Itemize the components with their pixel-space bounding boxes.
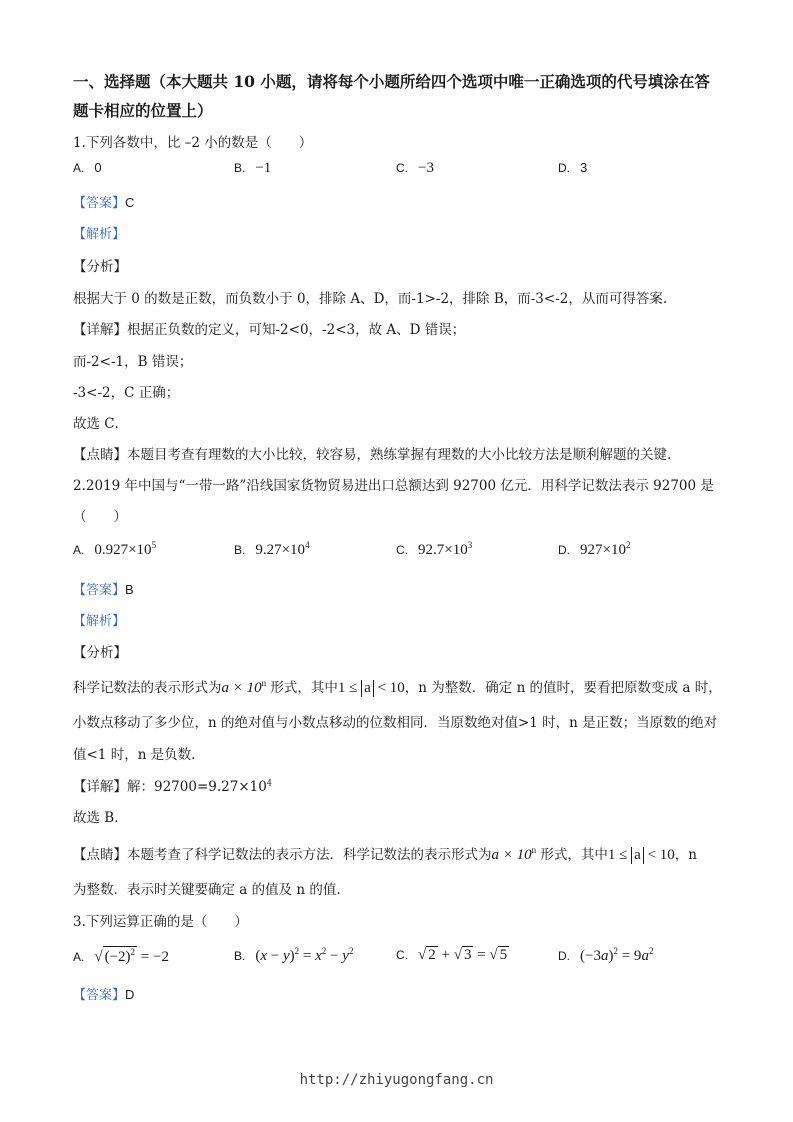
xiangjie-tag: 【详解】: [73, 779, 127, 795]
q2-fenxi-tag: 【分析】: [73, 645, 127, 661]
option-letter: A.: [73, 161, 85, 175]
q1-option-a: [73, 160, 102, 176]
q1-dianjing: [73, 443, 671, 463]
q1-line-b: 而-2<-1，B 错误；: [73, 354, 193, 370]
q1-line-c: -3<-2，C 正确；: [73, 385, 180, 401]
abs-a: a: [361, 680, 374, 697]
option-value: $(x - y)^2 = x^2 - y^2$: [255, 946, 354, 964]
option-base: 92.7×10: [418, 542, 468, 558]
q2-option-b: [234, 540, 310, 559]
q3-option-a: [73, 946, 169, 966]
xiangjie-text: 解：92700=9.27×10: [127, 779, 267, 795]
q1-stem: 1.下列各数中，比 –2 小的数是（ ）: [73, 135, 313, 151]
option-value: [580, 542, 630, 558]
analysis-tag: 【解析】: [73, 614, 126, 629]
q2-stem-line1: 2.2019 年中国与“一带一路”沿线国家货物贸易进出口总额达到 92700 亿元．用科学记数法表示 92700 是: [73, 478, 714, 494]
sci-notation-formula: [492, 847, 537, 863]
q2-option-a: [73, 540, 156, 559]
q3-stem: 3.下列运算正确的是（ ）: [73, 914, 248, 930]
formula-base: a × 10: [221, 680, 262, 696]
abs-a: a: [631, 847, 644, 864]
option-value: √ 2 + √ 3 = √ 5: [418, 947, 508, 963]
q1-fenxi-text: 根据大于 0 的数是正数，而负数小于 0，排除 A、D，而-1>-2，排除 B，而-3<-2，从而可得答案.: [73, 291, 668, 307]
range-upper: < 10: [643, 847, 675, 863]
q2-fenxi-line3: 值<1 时，n 是负数．: [73, 747, 205, 763]
option-base: 0.927×10: [94, 542, 152, 558]
option-letter: B.: [234, 161, 246, 175]
answer-value: C: [125, 195, 135, 210]
option-value: √ $(-2)^2 = -2$: [94, 947, 169, 965]
dianjing-text: 本题目考查有理数的大小比较，较容易，熟练掌握有理数的大小比较方法是顺利解题的关键.: [127, 447, 672, 463]
q3-answer: [73, 984, 134, 1003]
radicand: $(-2)^2$: [104, 947, 136, 965]
option-letter: B.: [234, 949, 246, 963]
option-letter: D.: [558, 161, 570, 175]
q1-fenxi-tag: 【分析】: [73, 259, 127, 275]
range-formula: [608, 847, 675, 863]
q1-answer: [73, 192, 134, 211]
option-value: −3: [418, 160, 434, 176]
range-lower: 1 ≤: [607, 847, 632, 863]
q2-analysis-tag: [73, 610, 125, 629]
option-value: −1: [255, 160, 272, 176]
q3-option-b: [234, 946, 353, 965]
option-value: 3: [580, 160, 588, 175]
option-letter: C.: [396, 948, 408, 962]
option-base: 9.27×10: [255, 542, 306, 558]
range-lower: 1 ≤: [337, 680, 362, 696]
q2-fenxi-line2: 小数点移动了多少位，n 的绝对值与小数点移动的位数相同．当原数绝对值>1 时，n 是正数；当原数的绝对: [73, 715, 718, 731]
q2-dianjing-line2: 为整数．表示时关键要确定 a 的值及 n 的值.: [73, 882, 341, 898]
q3-option-c: [396, 946, 509, 964]
answer-value: B: [125, 582, 134, 597]
xiangjie-tag: 【详解】: [73, 322, 127, 338]
q3-option-d: [558, 946, 653, 965]
xiangjie-text: 根据正负数的定义，可知-2<0，-2<3，故 A、D 错误；: [127, 322, 466, 338]
q2-option-c: [396, 540, 472, 559]
q1-option-d: [558, 160, 587, 176]
range-formula: [338, 680, 405, 696]
option-letter: C.: [396, 161, 408, 175]
dianjing-text: ，n: [674, 847, 697, 863]
q1-option-c: [396, 160, 434, 177]
option-letter: B.: [234, 543, 246, 557]
dianjing-text: 形式，其中: [536, 847, 608, 863]
q2-stem-line2: （ ）: [73, 509, 127, 525]
analysis-tag: 【解析】: [73, 227, 126, 242]
fenxi-text: 科学记数法的表示形式为: [73, 680, 222, 696]
option-letter: D.: [558, 949, 570, 963]
option-exponent: 5: [151, 540, 157, 550]
option-base: 927×10: [580, 542, 626, 558]
formula-base: a × 10: [491, 847, 532, 863]
option-value: [418, 542, 472, 558]
formula-exponent: n: [261, 678, 267, 688]
option-value: 0: [94, 160, 102, 175]
xiangjie-exponent: 4: [266, 778, 272, 788]
dianjing-text: 本题考查了科学记数法的表示方法．科学记数法的表示形式为: [127, 847, 492, 863]
q1-option-b: [234, 160, 271, 177]
option-value: [94, 542, 156, 558]
fenxi-text: 形式，其中: [266, 680, 338, 696]
answer-value: D: [125, 987, 135, 1002]
option-letter: D.: [558, 543, 570, 557]
option-letter: A.: [73, 950, 85, 964]
q2-answer: [73, 579, 134, 598]
option-exponent: 2: [625, 540, 631, 550]
q2-fenxi-line1: [73, 676, 722, 697]
footer-url[interactable]: http://zhiyugongfang.cn: [299, 1072, 494, 1088]
q1-xiangjie: [73, 318, 465, 338]
option-exponent: 3: [467, 540, 473, 550]
section-heading-line1: 一、选择题（本大题共 10 小题，请将每个小题所给四个选项中唯一正确选项的代号填涂在答: [73, 72, 710, 91]
fenxi-text: ，n 为整数．确定 n 的值时，要看把原数变成 a 时，: [404, 680, 722, 696]
q2-xiangjie: [73, 775, 272, 795]
dianjing-tag: 【点睛】: [73, 847, 127, 863]
sci-notation-formula: [222, 680, 267, 696]
q2-choose: 故选 B．: [73, 810, 128, 826]
option-letter: A.: [73, 543, 85, 557]
option-value: $(-3a)^2 = 9a^2$: [580, 946, 654, 964]
range-upper: < 10: [373, 680, 405, 696]
option-letter: C.: [396, 543, 408, 557]
q1-analysis-tag: [73, 223, 125, 242]
answer-tag: 【答案】: [73, 988, 126, 1003]
q2-dianjing-line1: [73, 843, 697, 864]
dianjing-tag: 【点睛】: [73, 447, 127, 463]
answer-tag: 【答案】: [73, 583, 126, 598]
section-heading-line2: 题卡相应的位置上）: [73, 101, 213, 120]
q2-option-d: [558, 540, 630, 559]
answer-tag: 【答案】: [73, 196, 126, 211]
option-exponent: 4: [305, 540, 310, 550]
option-value: [255, 542, 309, 558]
formula-exponent: n: [531, 845, 537, 855]
q1-choose: 故选 C．: [73, 416, 129, 432]
